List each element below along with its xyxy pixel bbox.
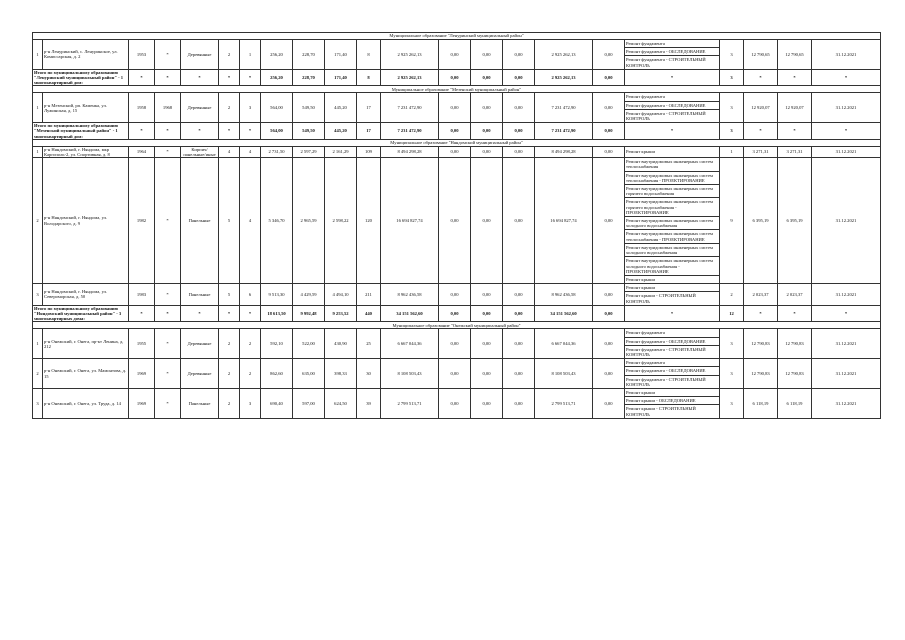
total-placeholder: * xyxy=(219,305,240,322)
work-item: Ремонт крыши xyxy=(625,389,719,397)
total-placeholder: * xyxy=(129,305,155,322)
cell-year-built: 1969 xyxy=(129,359,155,389)
work-item: Ремонт фундамента - СТРОИТЕЛЬНЫЙ КОНТРОЛЬ xyxy=(626,57,706,68)
total-cost-total: 7 231 472,90 xyxy=(381,123,439,140)
cell-entrances: 3 xyxy=(240,93,261,123)
work-item: Ремонт фундамента - ОБСЛЕДОВАНИЕ xyxy=(625,48,719,56)
works-list xyxy=(625,284,720,306)
section-total-row xyxy=(33,69,881,86)
house-address: р-н Няндомский, г. Няндома, мкр Каргополь-2, ул. Спортивная, д. 8 xyxy=(43,146,129,157)
work-item: Ремонт внутридомовых инженерных систем горячего водоснабжения xyxy=(625,185,719,198)
row-number: 1 xyxy=(33,93,43,123)
cell-area-res: 624,50 xyxy=(325,388,357,418)
work-item: Ремонт внутридомовых инженерных систем холодного водоснабжения xyxy=(625,217,719,230)
total-area-living: 9 992,48 xyxy=(293,305,325,322)
cell-cost-budget: 0,00 xyxy=(471,146,503,157)
total-cost-owners: 2 925 262,13 xyxy=(535,69,593,86)
cell-cost-fund: 0,00 xyxy=(439,158,471,284)
cell-floors: 5 xyxy=(219,284,240,306)
cell-cost-other: 0,00 xyxy=(593,146,625,157)
total-cost-fund: 0,00 xyxy=(439,305,471,322)
table-row xyxy=(33,284,881,306)
row-number: 3 xyxy=(33,388,43,418)
cell-unit-cost: 12 790,65 xyxy=(744,40,778,70)
cell-entrances: 1 xyxy=(240,40,261,70)
cell-wall: Панельные xyxy=(181,284,219,306)
house-address: р-н Ленуринский, с. Ленуринское, ул. Комиссарская, д. 2 xyxy=(43,40,129,70)
cell-cost-mun: 0,00 xyxy=(503,158,535,284)
row-number: 1 xyxy=(33,40,43,70)
cell-entrances: 2 xyxy=(240,329,261,359)
total-area-res: 9 253,52 xyxy=(325,305,357,322)
cell-entrances: 4 xyxy=(240,146,261,157)
cell-cost-other: 0,00 xyxy=(593,388,625,418)
work-item: Ремонт крыши xyxy=(626,276,655,282)
total-cost-owners: 34 151 562,60 xyxy=(535,305,593,322)
total-cost-fund: 0,00 xyxy=(439,123,471,140)
cell-area-total: 2 731,50 xyxy=(261,146,293,157)
cell-cost-owners: 8 962 436,58 xyxy=(535,284,593,306)
cell-area-total: 564,00 xyxy=(261,93,293,123)
works-list xyxy=(625,388,720,418)
cell-residents: 211 xyxy=(357,284,381,306)
work-item: Ремонт внутридомовых инженерных систем теплоснабжения - ПРОЕКТИРОВАНИЕ xyxy=(625,230,719,243)
total-cost-other: 0,00 xyxy=(593,123,625,140)
cell-year-built: 1964 xyxy=(129,146,155,157)
total-cost-total: 34 151 562,60 xyxy=(381,305,439,322)
cell-cost-total: 7 231 472,90 xyxy=(381,93,439,123)
cell-work-count: 2 xyxy=(720,284,744,306)
row-number: 3 xyxy=(33,284,43,306)
row-number: 2 xyxy=(33,158,43,284)
cell-area-total: 9 513,30 xyxy=(261,284,293,306)
total-label: Итого по муниципальному образованию "Мезенский муниципальный район" - 1 многоквартирный дом: xyxy=(33,123,129,140)
cell-unit-cost: 6 395,19 xyxy=(744,158,778,284)
cell-year-built: 1958 xyxy=(129,93,155,123)
total-cost-mun: 0,00 xyxy=(503,69,535,86)
total-placeholder: * xyxy=(219,69,240,86)
total-placeholder: * xyxy=(240,69,261,86)
section-title: Муниципальное образование "Ленуринский муниципальный район" xyxy=(33,33,881,40)
house-address: р-н Няндомский, г. Няндома, ул. Володарского, д. 9 xyxy=(43,158,129,284)
cell-cost-total: 16 694 827,74 xyxy=(381,158,439,284)
row-number: 1 xyxy=(33,146,43,157)
cell-cost-total: 8 494 298,28 xyxy=(381,146,439,157)
cell-residents: 25 xyxy=(357,329,381,359)
cell-floors: 2 xyxy=(219,388,240,418)
cell-area-total: 256,20 xyxy=(261,40,293,70)
cell-cost-other: 0,00 xyxy=(593,158,625,284)
cell-area-res: 2 598,22 xyxy=(325,158,357,284)
cell-entrances: 2 xyxy=(240,359,261,389)
total-deadline: * xyxy=(812,123,881,140)
section-header-row xyxy=(33,139,881,146)
section-total-row xyxy=(33,305,881,322)
cell-unit-cost: 12 920,07 xyxy=(744,93,778,123)
section-title: Муниципальное образование "Онежский муниципальный район" xyxy=(33,322,881,329)
total-label: Итого по муниципальному образованию "Няндомский муниципальный район" - 3 многоквартирных дома: xyxy=(33,305,129,322)
work-item: Ремонт фундамента xyxy=(625,329,719,337)
cell-limit-cost: 2 023,37 xyxy=(778,284,812,306)
work-item: Ремонт внутридомовых инженерных систем теплоснабжения xyxy=(625,158,719,171)
cell-deadline: 31.12.2021 xyxy=(812,329,881,359)
total-work-count: 3 xyxy=(720,69,744,86)
total-limit-cost: * xyxy=(778,69,812,86)
cell-year-rep: * xyxy=(155,329,181,359)
table-row xyxy=(33,359,881,389)
cell-deadline: 31.12.2021 xyxy=(812,359,881,389)
cell-cost-fund: 0,00 xyxy=(439,146,471,157)
cell-cost-owners: 7 231 472,90 xyxy=(535,93,593,123)
total-limit-cost: * xyxy=(778,123,812,140)
cell-year-rep: 1968 xyxy=(155,93,181,123)
total-area-living: 549,50 xyxy=(293,123,325,140)
cell-unit-cost: 3 271,31 xyxy=(744,146,778,157)
total-cost-budget: 0,00 xyxy=(471,69,503,86)
total-cost-mun: 0,00 xyxy=(503,305,535,322)
cell-area-total: 5 346,70 xyxy=(261,158,293,284)
cell-floors: 5 xyxy=(219,158,240,284)
cell-floors: 4 xyxy=(219,146,240,157)
cell-cost-total: 2 799 513,71 xyxy=(381,388,439,418)
work-item: Ремонт крыши - СТРОИТЕЛЬНЫЙ КОНТРОЛЬ xyxy=(626,293,696,304)
total-area-res: 171,40 xyxy=(325,69,357,86)
cell-year-rep: * xyxy=(155,158,181,284)
cell-cost-mun: 0,00 xyxy=(503,359,535,389)
total-placeholder: * xyxy=(129,123,155,140)
total-placeholder: * xyxy=(155,305,181,322)
total-works: * xyxy=(625,123,720,140)
cell-cost-total: 6 667 044,36 xyxy=(381,329,439,359)
cell-area-living: 2 965,59 xyxy=(293,158,325,284)
cell-floors: 2 xyxy=(219,93,240,123)
total-label: Итого по муниципальному образованию "Ленуринский муниципальный район" - 1 многоквартирный дом: xyxy=(33,69,129,86)
table-row xyxy=(33,40,881,70)
cell-cost-other: 0,00 xyxy=(593,93,625,123)
house-address: р-н Онежский, г. Онега, ул. Труда, д. 14 xyxy=(43,388,129,418)
cell-deadline: 31.12.2021 xyxy=(812,40,881,70)
total-placeholder: * xyxy=(129,69,155,86)
cell-area-res: 445,20 xyxy=(325,93,357,123)
cell-work-count: 3 xyxy=(720,329,744,359)
work-item: Ремонт фундамента xyxy=(625,93,719,101)
cell-area-living: 549,50 xyxy=(293,93,325,123)
work-item: Ремонт фундамента xyxy=(625,359,719,367)
cell-cost-mun: 0,00 xyxy=(503,329,535,359)
total-area-total: 564,00 xyxy=(261,123,293,140)
cell-limit-cost: 12 790,83 xyxy=(778,359,812,389)
house-address: р-н Онежский, г. Онега, ул. Мамонтова, д. 15 xyxy=(43,359,129,389)
total-area-total: 256,20 xyxy=(261,69,293,86)
cell-year-built: 1953 xyxy=(129,40,155,70)
cell-cost-budget: 0,00 xyxy=(471,359,503,389)
cell-cost-other: 0,00 xyxy=(593,40,625,70)
cell-wall: Кирпич/ панельные/иные xyxy=(181,146,219,157)
cell-cost-fund: 0,00 xyxy=(439,388,471,418)
cell-year-rep: * xyxy=(155,388,181,418)
cell-limit-cost: 12 920,07 xyxy=(778,93,812,123)
cell-entrances: 4 xyxy=(240,158,261,284)
cell-area-res: 4 494,10 xyxy=(325,284,357,306)
cell-cost-budget: 0,00 xyxy=(471,388,503,418)
house-address: р-н Мезенский, рп. Каменка, ул. Лужинская, д. 15 xyxy=(43,93,129,123)
total-placeholder: * xyxy=(155,69,181,86)
total-work-count: 3 xyxy=(720,123,744,140)
section-header-row xyxy=(33,322,881,329)
cell-area-res: 430,90 xyxy=(325,329,357,359)
cell-area-total: 592,10 xyxy=(261,329,293,359)
cell-floors: 2 xyxy=(219,40,240,70)
total-cost-budget: 0,00 xyxy=(471,305,503,322)
cell-limit-cost: 3 271,31 xyxy=(778,146,812,157)
cell-cost-budget: 0,00 xyxy=(471,158,503,284)
total-residents: 440 xyxy=(357,305,381,322)
cell-residents: 30 xyxy=(357,359,381,389)
cell-area-living: 635,00 xyxy=(293,359,325,389)
works-list xyxy=(625,146,720,157)
total-cost-mun: 0,00 xyxy=(503,123,535,140)
register-sheet xyxy=(32,32,871,419)
cell-residents: 8 xyxy=(357,40,381,70)
cell-area-living: 4 429,59 xyxy=(293,284,325,306)
cell-cost-fund: 0,00 xyxy=(439,329,471,359)
cell-wall: Панельные xyxy=(181,158,219,284)
section-header-row xyxy=(33,33,881,40)
row-number: 2 xyxy=(33,359,43,389)
total-residents: 8 xyxy=(357,69,381,86)
work-item: Ремонт крыши xyxy=(626,149,655,155)
total-cost-other: 0,00 xyxy=(593,305,625,322)
cell-year-built: 1982 xyxy=(129,158,155,284)
work-item: Ремонт фундамента xyxy=(625,40,719,48)
work-item: Ремонт фундамента - ОБСЛЕДОВАНИЕ xyxy=(625,102,719,110)
cell-cost-fund: 0,00 xyxy=(439,284,471,306)
total-works: * xyxy=(625,69,720,86)
cell-cost-owners: 2 925 262,13 xyxy=(535,40,593,70)
total-placeholder: * xyxy=(181,123,219,140)
cell-cost-owners: 2 799 513,71 xyxy=(535,388,593,418)
total-cost-owners: 7 231 472,90 xyxy=(535,123,593,140)
section-header-row xyxy=(33,86,881,93)
cell-area-res: 398,33 xyxy=(325,359,357,389)
table-row xyxy=(33,388,881,418)
cell-cost-budget: 0,00 xyxy=(471,329,503,359)
total-cost-total: 2 925 262,13 xyxy=(381,69,439,86)
cell-cost-mun: 0,00 xyxy=(503,146,535,157)
cell-work-count: 3 xyxy=(720,40,744,70)
cell-cost-fund: 0,00 xyxy=(439,93,471,123)
house-address: р-н Няндомский, г. Няндома, ул. Североморская, д. 50 xyxy=(43,284,129,306)
cell-area-living: 228,70 xyxy=(293,40,325,70)
work-item: Ремонт внутридомовых инженерных систем горячего водоснабжения - ПРОЕКТИРОВАНИЕ xyxy=(625,198,719,217)
cell-cost-owners: 8 494 298,28 xyxy=(535,146,593,157)
cell-cost-mun: 0,00 xyxy=(503,40,535,70)
total-area-total: 18 613,50 xyxy=(261,305,293,322)
cell-cost-owners: 8 108 503,43 xyxy=(535,359,593,389)
cell-year-built: 1969 xyxy=(129,388,155,418)
cell-cost-mun: 0,00 xyxy=(503,388,535,418)
total-deadline: * xyxy=(812,69,881,86)
cell-wall: Панельные xyxy=(181,388,219,418)
cell-entrances: 3 xyxy=(240,388,261,418)
cell-limit-cost: 6 395,19 xyxy=(778,158,812,284)
total-unit-cost: * xyxy=(744,305,778,322)
work-item: Ремонт фундамента - ОБСЛЕДОВАНИЕ xyxy=(625,338,719,346)
total-placeholder: * xyxy=(219,123,240,140)
cell-wall: Деревянные xyxy=(181,40,219,70)
cell-work-count: 1 xyxy=(720,146,744,157)
cell-work-count: 3 xyxy=(720,359,744,389)
cell-area-living: 2 597,29 xyxy=(293,146,325,157)
cell-cost-mun: 0,00 xyxy=(503,284,535,306)
cell-wall: Деревянные xyxy=(181,359,219,389)
total-unit-cost: * xyxy=(744,69,778,86)
cell-work-count: 3 xyxy=(720,93,744,123)
works-list xyxy=(625,40,720,70)
total-limit-cost: * xyxy=(778,305,812,322)
cell-wall: Деревянные xyxy=(181,329,219,359)
cell-cost-budget: 0,00 xyxy=(471,284,503,306)
work-item: Ремонт внутридомовых инженерных систем теплоснабжения - ПРОЕКТИРОВАНИЕ xyxy=(625,172,719,185)
cell-area-total: 862,60 xyxy=(261,359,293,389)
cell-year-rep: * xyxy=(155,359,181,389)
cell-year-rep: * xyxy=(155,146,181,157)
cell-limit-cost: 12 790,83 xyxy=(778,329,812,359)
section-title: Муниципальное образование "Мезенский муниципальный район" xyxy=(33,86,881,93)
cell-cost-owners: 16 694 827,74 xyxy=(535,158,593,284)
cell-area-living: 522,00 xyxy=(293,329,325,359)
capital-repair-table xyxy=(32,32,881,419)
cell-year-built: 1983 xyxy=(129,284,155,306)
cell-residents: 120 xyxy=(357,158,381,284)
works-list xyxy=(625,93,720,123)
work-item: Ремонт фундамента - ОБСЛЕДОВАНИЕ xyxy=(625,367,719,375)
cell-area-res: 171,40 xyxy=(325,40,357,70)
total-placeholder: * xyxy=(155,123,181,140)
cell-entrances: 6 xyxy=(240,284,261,306)
table-row xyxy=(33,146,881,157)
total-cost-other: 0,00 xyxy=(593,69,625,86)
cell-unit-cost: 12 790,83 xyxy=(744,359,778,389)
cell-cost-fund: 0,00 xyxy=(439,359,471,389)
work-item: Ремонт фундамента - СТРОИТЕЛЬНЫЙ КОНТРОЛЬ xyxy=(626,346,706,357)
cell-area-res: 2 161,29 xyxy=(325,146,357,157)
work-item: Ремонт внутридомовых инженерных систем холодного водоснабжения - ПРОЕКТИРОВАНИЕ xyxy=(625,257,719,276)
table-row xyxy=(33,93,881,123)
total-placeholder: * xyxy=(240,305,261,322)
total-placeholder: * xyxy=(240,123,261,140)
cell-deadline: 31.12.2021 xyxy=(812,158,881,284)
cell-unit-cost: 6 118,19 xyxy=(744,388,778,418)
section-total-row xyxy=(33,123,881,140)
total-area-living: 228,70 xyxy=(293,69,325,86)
cell-deadline: 31.12.2021 xyxy=(812,388,881,418)
work-item: Ремонт крыши xyxy=(625,284,719,292)
cell-unit-cost: 12 790,83 xyxy=(744,329,778,359)
work-item: Ремонт фундамента - СТРОИТЕЛЬНЫЙ КОНТРОЛЬ xyxy=(626,376,706,387)
work-item: Ремонт фундамента - СТРОИТЕЛЬНЫЙ КОНТРОЛЬ xyxy=(626,110,706,122)
work-item: Ремонт крыши - ОБСЛЕДОВАНИЕ xyxy=(625,397,719,405)
cell-deadline: 31.12.2021 xyxy=(812,146,881,157)
cell-cost-total: 8 108 503,43 xyxy=(381,359,439,389)
total-cost-budget: 0,00 xyxy=(471,123,503,140)
cell-wall: Деревянные xyxy=(181,93,219,123)
cell-cost-owners: 6 667 044,36 xyxy=(535,329,593,359)
total-placeholder: * xyxy=(181,69,219,86)
total-works: * xyxy=(625,305,720,322)
cell-floors: 2 xyxy=(219,329,240,359)
cell-cost-other: 0,00 xyxy=(593,329,625,359)
cell-unit-cost: 2 023,37 xyxy=(744,284,778,306)
cell-residents: 17 xyxy=(357,93,381,123)
cell-cost-budget: 0,00 xyxy=(471,40,503,70)
cell-limit-cost: 6 118,19 xyxy=(778,388,812,418)
works-list xyxy=(625,329,720,359)
cell-area-total: 690,40 xyxy=(261,388,293,418)
total-placeholder: * xyxy=(181,305,219,322)
table-row xyxy=(33,329,881,359)
cell-area-living: 597,00 xyxy=(293,388,325,418)
cell-year-built: 1955 xyxy=(129,329,155,359)
total-unit-cost: * xyxy=(744,123,778,140)
cell-cost-fund: 0,00 xyxy=(439,40,471,70)
total-cost-fund: 0,00 xyxy=(439,69,471,86)
cell-work-count: 9 xyxy=(720,158,744,284)
cell-cost-total: 2 925 262,13 xyxy=(381,40,439,70)
total-area-res: 445,20 xyxy=(325,123,357,140)
total-deadline: * xyxy=(812,305,881,322)
cell-year-rep: * xyxy=(155,284,181,306)
cell-work-count: 3 xyxy=(720,388,744,418)
section-title: Муниципальное образование "Няндомский муниципальный район" xyxy=(33,139,881,146)
total-work-count: 12 xyxy=(720,305,744,322)
row-number: 1 xyxy=(33,329,43,359)
cell-cost-budget: 0,00 xyxy=(471,93,503,123)
cell-deadline: 31.12.2021 xyxy=(812,284,881,306)
cell-cost-total: 8 962 436,58 xyxy=(381,284,439,306)
cell-cost-mun: 0,00 xyxy=(503,93,535,123)
table-row xyxy=(33,158,881,284)
work-item: Ремонт внутридомовых инженерных систем холодного водоснабжения xyxy=(625,244,719,257)
works-list xyxy=(625,359,720,389)
house-address: р-н Онежский, г. Онега, пр-кт Ленина, д. 212 xyxy=(43,329,129,359)
cell-year-rep: * xyxy=(155,40,181,70)
cell-deadline: 31.12.2021 xyxy=(812,93,881,123)
cell-limit-cost: 12 790,65 xyxy=(778,40,812,70)
work-item: Ремонт крыши - СТРОИТЕЛЬНЫЙ КОНТРОЛЬ xyxy=(626,406,696,417)
cell-residents: 39 xyxy=(357,388,381,418)
works-list xyxy=(625,158,720,284)
cell-cost-other: 0,00 xyxy=(593,359,625,389)
total-residents: 17 xyxy=(357,123,381,140)
cell-floors: 2 xyxy=(219,359,240,389)
cell-residents: 109 xyxy=(357,146,381,157)
cell-cost-other: 0,00 xyxy=(593,284,625,306)
